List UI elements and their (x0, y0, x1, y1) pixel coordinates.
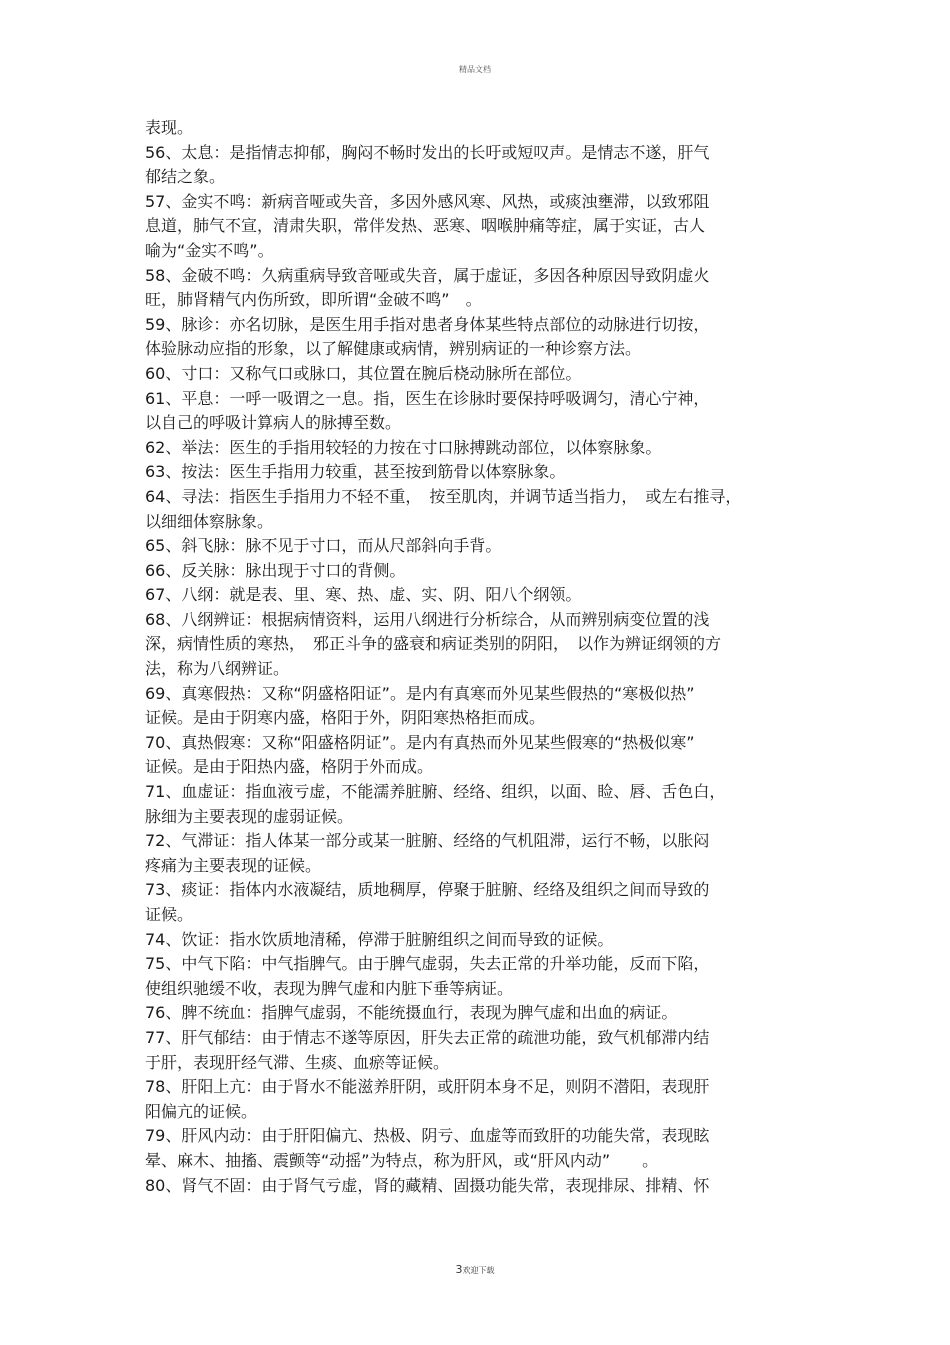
text-line: 58、金破不鸣：久病重病导致音哑或失音，属于虚证，多因各种原因导致阴虚火 (145, 265, 710, 285)
text-line: 65、斜飞脉：脉不见于寸口，而从尺部斜向手背。 (145, 536, 502, 556)
page-number: 3 (455, 1263, 463, 1276)
text-line: 67、八纲：就是表、里、寒、热、虚、实、阴、阳八个纲领。 (145, 585, 582, 605)
text-line: 使组织驰缓不收，表现为脾气虚和内脏下垂等病证。 (145, 978, 514, 998)
text-line: 于肝，表现肝经气滞、生痰、血瘀等证候。 (145, 1052, 450, 1072)
text-line: 72、气滞证：指人体某一部分或某一脏腑、经络的气机阻滞，运行不畅，以胀闷 (145, 831, 710, 851)
text-line: 68、八纲辨证：根据病情资料，运用八纲进行分析综合，从而辨别病变位置的浅 (145, 609, 710, 629)
text-line: 71、血虚证：指血液亏虚，不能濡养脏腑、经络、组织，以面、睑、唇、舌色白， (145, 782, 726, 802)
page-footer (0, 1263, 950, 1276)
text-line: 60、寸口：又称气口或脉口，其位置在腕后桡动脉所在部位。 (145, 363, 582, 383)
text-line: 61、平息：一呼一吸谓之一息。指，医生在诊脉时要保持呼吸调匀，清心宁神， (145, 388, 710, 408)
text-line: 63、按法：医生手指用力较重，甚至按到筋骨以体察脉象。 (145, 462, 566, 482)
text-line: 70、真热假寒：又称“阳盛格阴证”。是内有真热而外见某些假寒的“热极似寒” (145, 732, 695, 752)
text-line: 57、金实不鸣：新病音哑或失音，多因外感风寒、风热，或痰浊壅滞，以致邪阻 (145, 191, 710, 211)
text-line: 73、痰证：指体内水液凝结，质地稠厚，停聚于脏腑、经络及组织之间而导致的 (145, 880, 710, 900)
text-line: 郁结之象。 (145, 167, 226, 187)
text-line: 表现。 (145, 118, 194, 137)
text-line: 息道，肺气不宣，清肃失职，常伴发热、恶寒、咽喉肿痛等症，属于实证，古人 (145, 216, 706, 236)
text-line: 77、肝气郁结：由于情志不遂等原因，肝失去正常的疏泄功能，致气机郁滞内结 (145, 1027, 710, 1047)
page-header: 精品文档 (459, 65, 491, 74)
text-line: 75、中气下陷：中气指脾气。由于脾气虚弱，失去正常的升举功能，反而下陷， (145, 954, 710, 974)
text-line: 以自己的呼吸计算病人的脉搏至数。 (145, 413, 402, 433)
text-line: 晕、麻木、抽搐、震颤等“动摇”为特点，称为肝风，或“肝风内动” 。 (145, 1150, 659, 1170)
text-line: 79、肝风内动：由于肝阳偏亢、热极、阴亏、血虚等而致肝的功能失常，表现眩 (145, 1126, 710, 1146)
text-line: 深，病情性质的寒热， 邪正斗争的盛衰和病证类别的阴阳， 以作为辨证纲领的方 (145, 634, 722, 654)
text-line: 证候。是由于阴寒内盛，格阳于外，阴阳寒热格拒而成。 (145, 708, 546, 728)
text-line: 阳偏亢的证候。 (145, 1101, 258, 1121)
text-line: 证候。 (145, 905, 194, 924)
text-line: 法，称为八纲辨证。 (145, 659, 290, 679)
text-line: 80、肾气不固：由于肾气亏虚，肾的藏精、固摄功能失常，表现排尿、排精、怀 (145, 1175, 710, 1195)
text-line: 证候。是由于阳热内盛，格阴于外而成。 (145, 757, 434, 777)
text-line: 64、寻法：指医生手指用力不轻不重， 按至肌肉，并调节适当指力， 或左右推寻， (145, 486, 742, 506)
text-line: 旺，肺肾精气内伤所致，即所谓“金破不鸣” 。 (145, 290, 482, 310)
document-body (145, 116, 805, 1198)
text-line: 疼痛为主要表现的证候。 (145, 855, 322, 875)
text-line: 66、反关脉：脉出现于寸口的背侧。 (145, 560, 406, 580)
text-line: 74、饮证：指水饮质地清稀，停滞于脏腑组织之间而导致的证候。 (145, 929, 614, 949)
text-line: 69、真寒假热：又称“阴盛格阳证”。是内有真寒而外见某些假热的“寒极似热” (145, 683, 695, 703)
text-line: 喻为“金实不鸣”。 (145, 240, 274, 260)
text-line: 78、肝阳上亢：由于肾水不能滋养肝阴，或肝阴本身不足，则阴不潜阳，表现肝 (145, 1077, 710, 1097)
text-line: 56、太息：是指情志抑郁，胸闷不畅时发出的长吁或短叹声。是情志不遂，肝气 (145, 142, 710, 162)
text-line: 59、脉诊：亦名切脉，是医生用手指对患者身体某些特点部位的动脉进行切按， (145, 314, 710, 334)
text-line: 76、脾不统血：指脾气虚弱，不能统摄血行，表现为脾气虚和出血的病证。 (145, 1003, 678, 1023)
text-line: 以细细体察脉象。 (145, 511, 274, 531)
text-line: 体验脉动应指的形象，以了解健康或病情，辨别病证的一种诊察方法。 (145, 339, 642, 359)
footer-text: 欢迎下载 (462, 1266, 495, 1275)
text-line: 62、举法：医生的手指用较轻的力按在寸口脉搏跳动部位，以体察脉象。 (145, 437, 662, 457)
text-line: 脉细为主要表现的虚弱证候。 (145, 806, 354, 826)
